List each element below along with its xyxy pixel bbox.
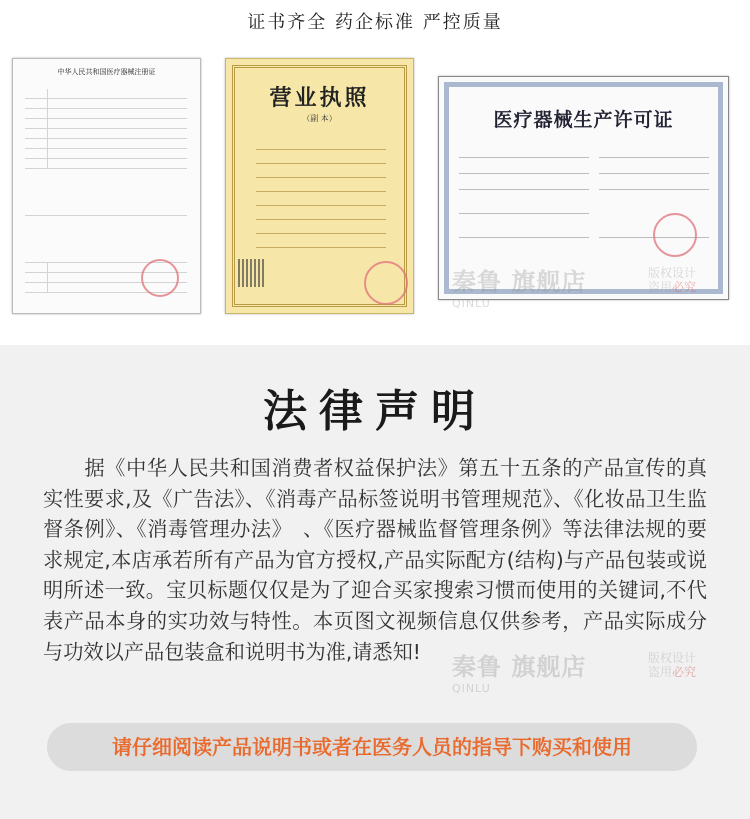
medical-device-registration-certificate: [12, 58, 201, 314]
certificate-subtitle: （副 本）: [302, 114, 337, 123]
brand-watermark: [452, 262, 732, 310]
certificate-title: 营业执照: [269, 85, 370, 111]
business-license-certificate: [225, 58, 414, 314]
certificate-title: 医疗器械生产许可证: [493, 109, 674, 131]
qr-code-icon: [238, 259, 266, 287]
legal-heading: 法律声明: [263, 386, 487, 437]
certificate-title: 中华人民共和国医疗器械注册证: [57, 68, 156, 76]
watermark-brand: 秦鲁 旗舰店: [452, 268, 587, 296]
watermark-brand: 秦鲁 旗舰店: [452, 653, 587, 681]
watermark-copyright-tag: 版权设计 盗用必究: [648, 266, 697, 294]
legal-statement-section: [0, 345, 750, 819]
red-seal-icon: [653, 213, 697, 257]
certificates-section: [0, 0, 750, 345]
watermark-latin: QINLU: [452, 682, 491, 695]
red-seal-icon: [364, 261, 408, 305]
legal-body-text: 据《中华人民共和国消费者权益保护法》第五十五条的产品宣传的真实性要求,及《广告法》、《消毒产品标签说明书管理规范》、《化妆品卫生监督条例》、《消毒管理办法》 、《医疗器械监督管理条例》等法律法规的要求规定,本店承若所有产品为官方授权,产品实际配方(结构)与产品包装或说明所述一致。宝贝标题仅仅是为了迎合买家搜索习惯而使用的关键词,不代表产品本身的实功效与特性。本页图文视频信息仅供参考，产品实际成分与功效以产品包装盒和说明书为准,请悉知!: [43, 456, 707, 664]
usage-notice-banner: 请仔细阅读产品说明书或者在医务人员的指导下购买和使用: [47, 723, 697, 771]
brand-watermark: [452, 647, 732, 695]
certificates-tagline: 证书齐全 药企标准 严控质量: [247, 12, 503, 33]
watermark-copyright-tag: 版权设计 盗用必究: [648, 651, 697, 679]
watermark-latin: QINLU: [452, 297, 491, 310]
red-seal-icon: [141, 259, 179, 297]
